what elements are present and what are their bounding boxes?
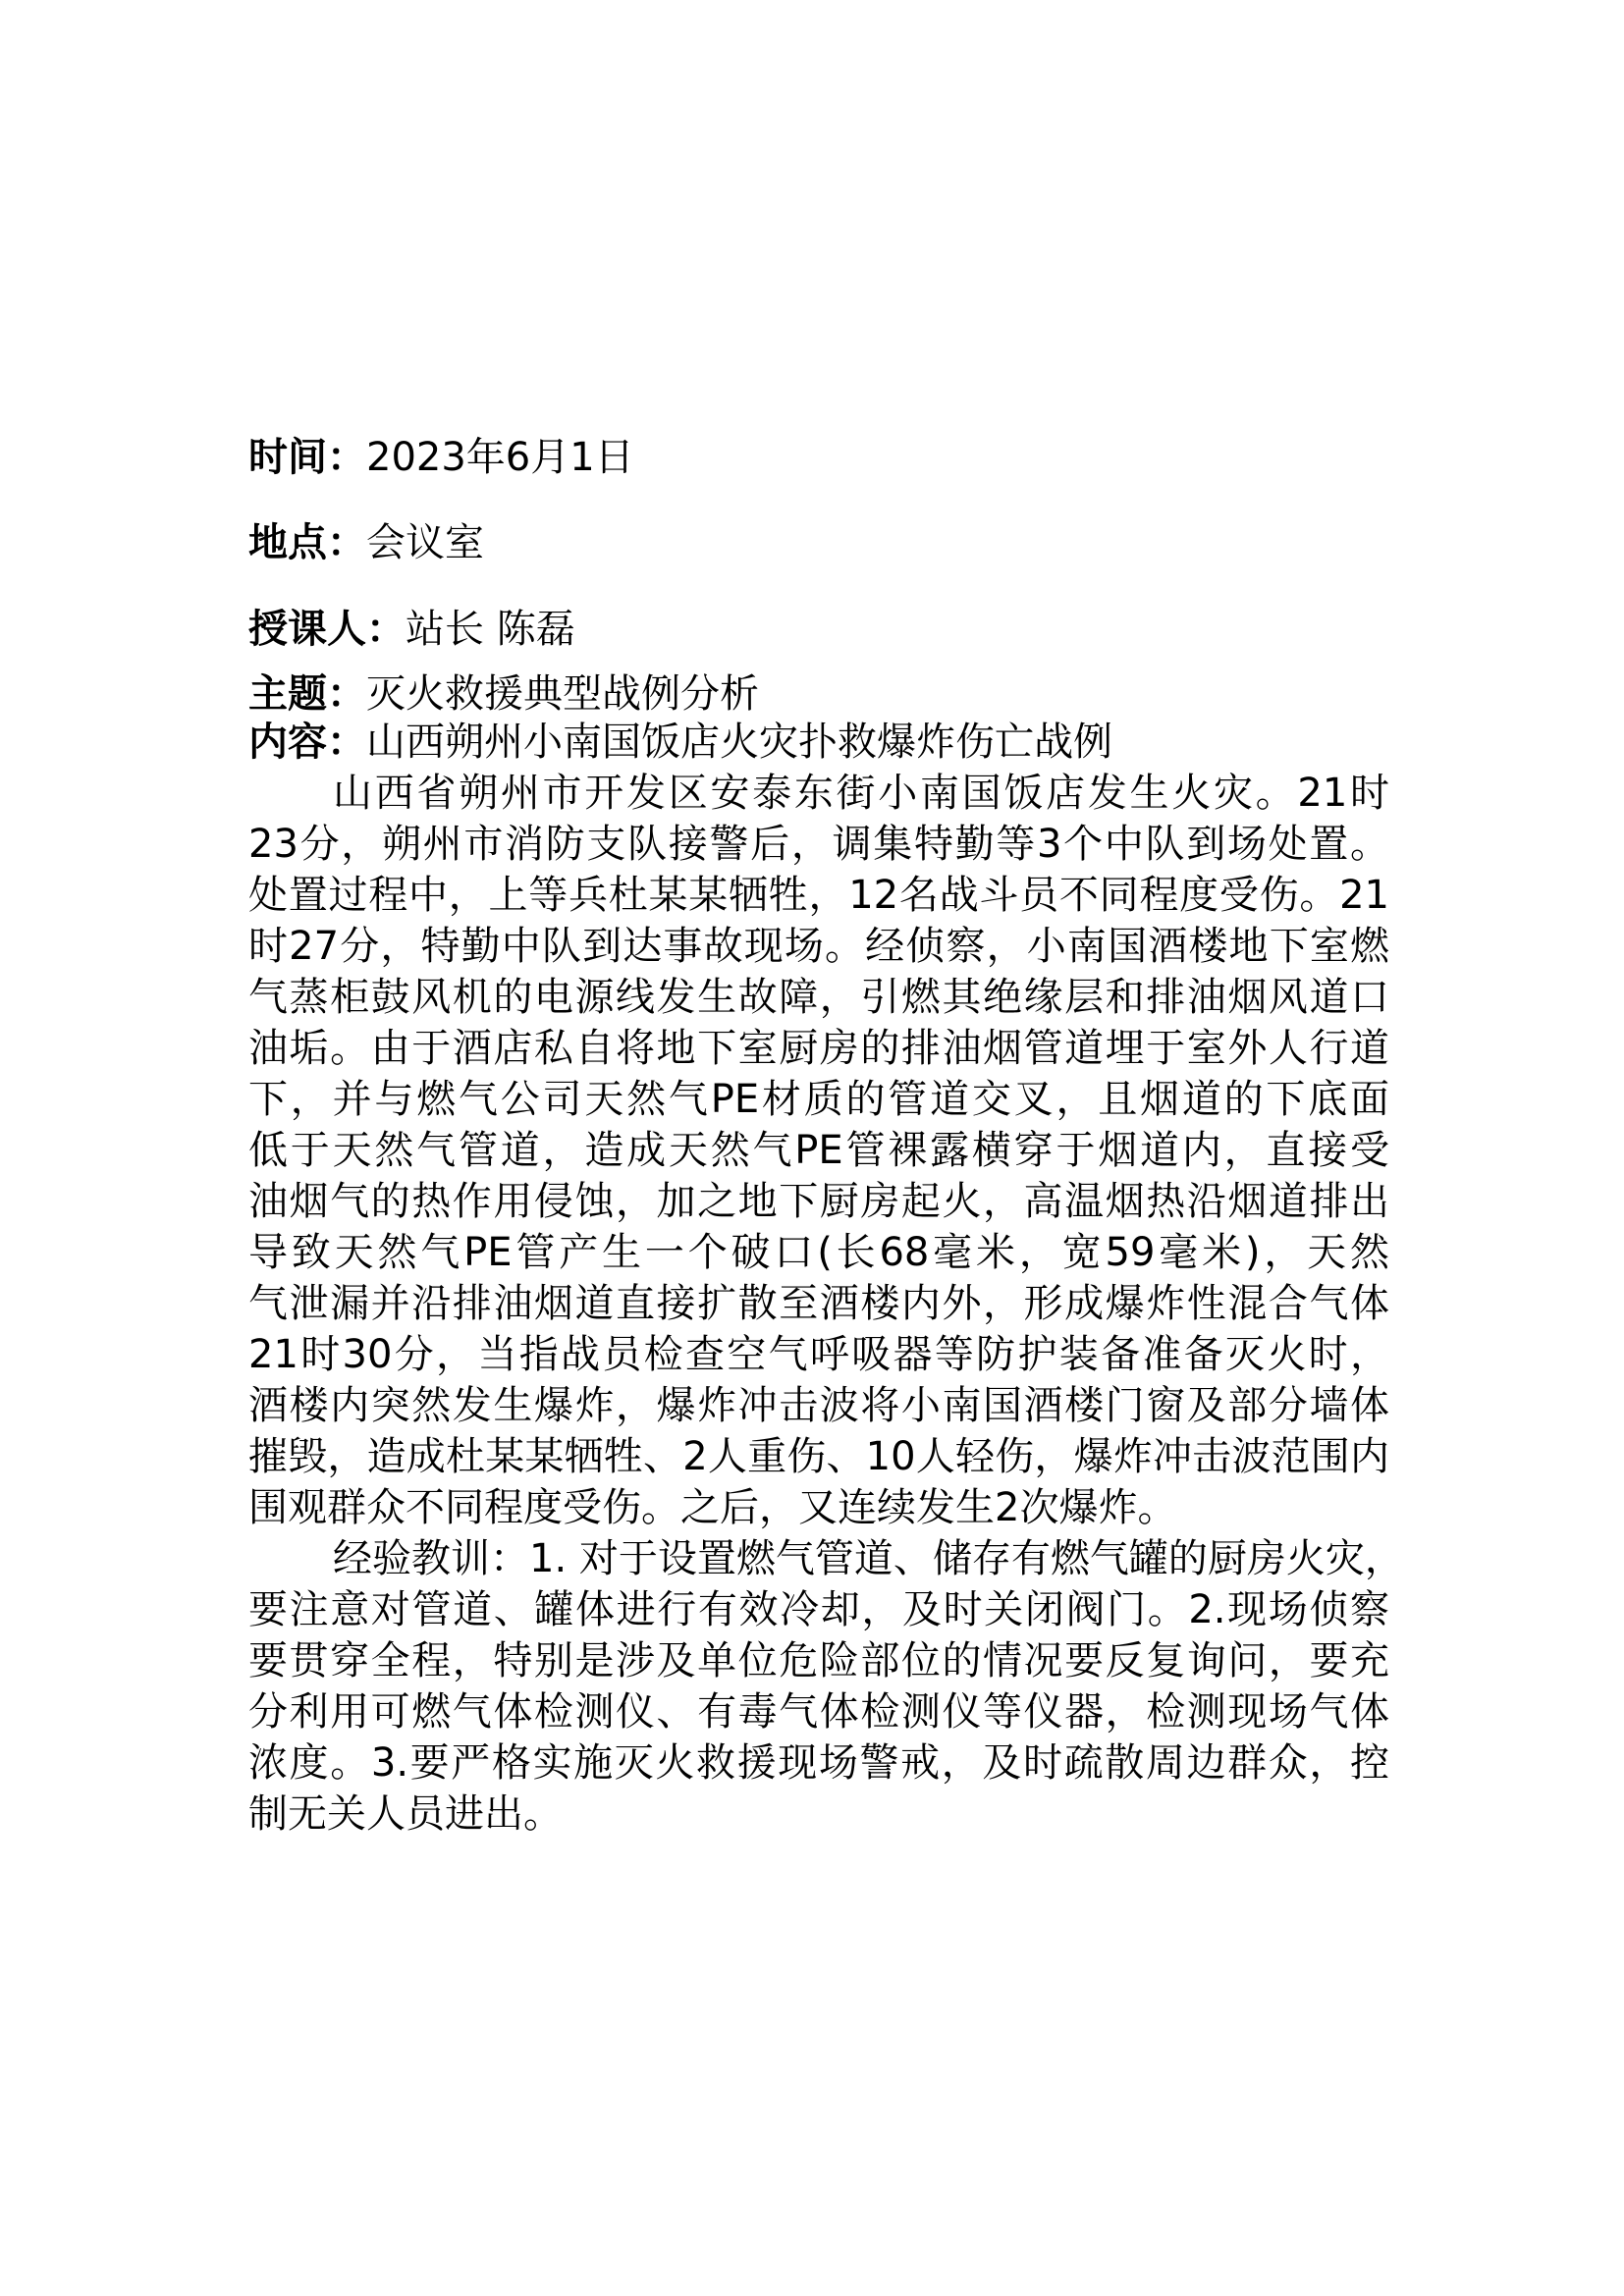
paragraph-line: 23分，朔州市消防支队接警后，调集特勤等3个中队到场处置。 xyxy=(248,822,1389,867)
lecturer-value: 站长 陈磊 xyxy=(406,607,575,652)
paragraph-line: 摧毁，造成杜某某牺牲、2人重伤、10人轻伤，爆炸冲击波范围内 xyxy=(248,1434,1389,1479)
paragraph-line: 21时30分，当指战员检查空气呼吸器等防护装备准备灭火时， xyxy=(248,1332,1389,1377)
paragraph-line: 时27分，特勤中队到达事故现场。经侦察，小南国酒楼地下室燃 xyxy=(248,924,1389,969)
paragraph-line: 要贯穿全程，特别是涉及单位危险部位的情况要反复询问，要充 xyxy=(248,1638,1389,1683)
lessons-learned xyxy=(248,1533,1404,1840)
content-value: 山西朔州小南国饭店火灾扑救爆炸伤亡战例 xyxy=(366,720,1112,765)
paragraph-line: 导致天然气PE管产生一个破口(长68毫米，宽59毫米)，天然 xyxy=(248,1230,1389,1275)
paragraph-line: 经验教训：1. 对于设置燃气管道、储存有燃气罐的厨房火灾， xyxy=(333,1536,1404,1581)
paragraph-line: 要注意对管道、罐体进行有效冷却，及时关闭阀门。2.现场侦察 xyxy=(248,1587,1389,1632)
place-label: 地点： xyxy=(248,520,366,565)
paragraph-line: 山西省朔州市开发区安泰东街小南国饭店发生火灾。21时 xyxy=(333,771,1389,816)
paragraph-line: 处置过程中，上等兵杜某某牺牲，12名战斗员不同程度受伤。21 xyxy=(248,873,1389,918)
paragraph-line: 浓度。3.要严格实施灭火救援现场警戒，及时疏散周边群众，控 xyxy=(248,1740,1389,1786)
topic-value: 灭火救援典型战例分析 xyxy=(366,671,759,717)
place-field xyxy=(248,517,484,568)
lecturer-field xyxy=(248,604,575,655)
topic-label: 主题： xyxy=(248,671,366,717)
place-value: 会议室 xyxy=(366,520,484,565)
lecturer-label: 授课人： xyxy=(248,607,406,652)
paragraph-line: 分利用可燃气体检测仪、有毒气体检测仪等仪器，检测现场气体 xyxy=(248,1689,1389,1735)
paragraph-line: 油垢。由于酒店私自将地下室厨房的排油烟管道埋于室外人行道 xyxy=(248,1026,1389,1071)
time-field xyxy=(248,432,634,483)
paragraph-line: 油烟气的热作用侵蚀，加之地下厨房起火，高温烟热沿烟道排出 xyxy=(248,1179,1389,1224)
time-value: 2023年6月1日 xyxy=(366,435,634,480)
paragraph-line: 围观群众不同程度受伤。之后，又连续发生2次爆炸。 xyxy=(248,1485,1177,1530)
paragraph-line: 气泄漏并沿排油烟道直接扩散至酒楼内外，形成爆炸性混合气体 xyxy=(248,1281,1389,1326)
topic-field xyxy=(248,668,759,720)
content-label: 内容： xyxy=(248,720,366,765)
paragraph-line: 气蒸柜鼓风机的电源线发生故障，引燃其绝缘层和排油烟风道口 xyxy=(248,975,1389,1020)
paragraph-line: 制无关人员进出。 xyxy=(248,1791,563,1837)
case-description xyxy=(248,768,1389,1533)
paragraph-line: 下，并与燃气公司天然气PE材质的管道交叉，且烟道的下底面 xyxy=(248,1077,1389,1122)
paragraph-line: 酒楼内突然发生爆炸，爆炸冲击波将小南国酒楼门窗及部分墙体 xyxy=(248,1383,1389,1428)
time-label: 时间： xyxy=(248,435,366,480)
paragraph-line: 低于天然气管道，造成天然气PE管裸露横穿于烟道内，直接受 xyxy=(248,1128,1389,1173)
content-field xyxy=(248,717,1112,768)
